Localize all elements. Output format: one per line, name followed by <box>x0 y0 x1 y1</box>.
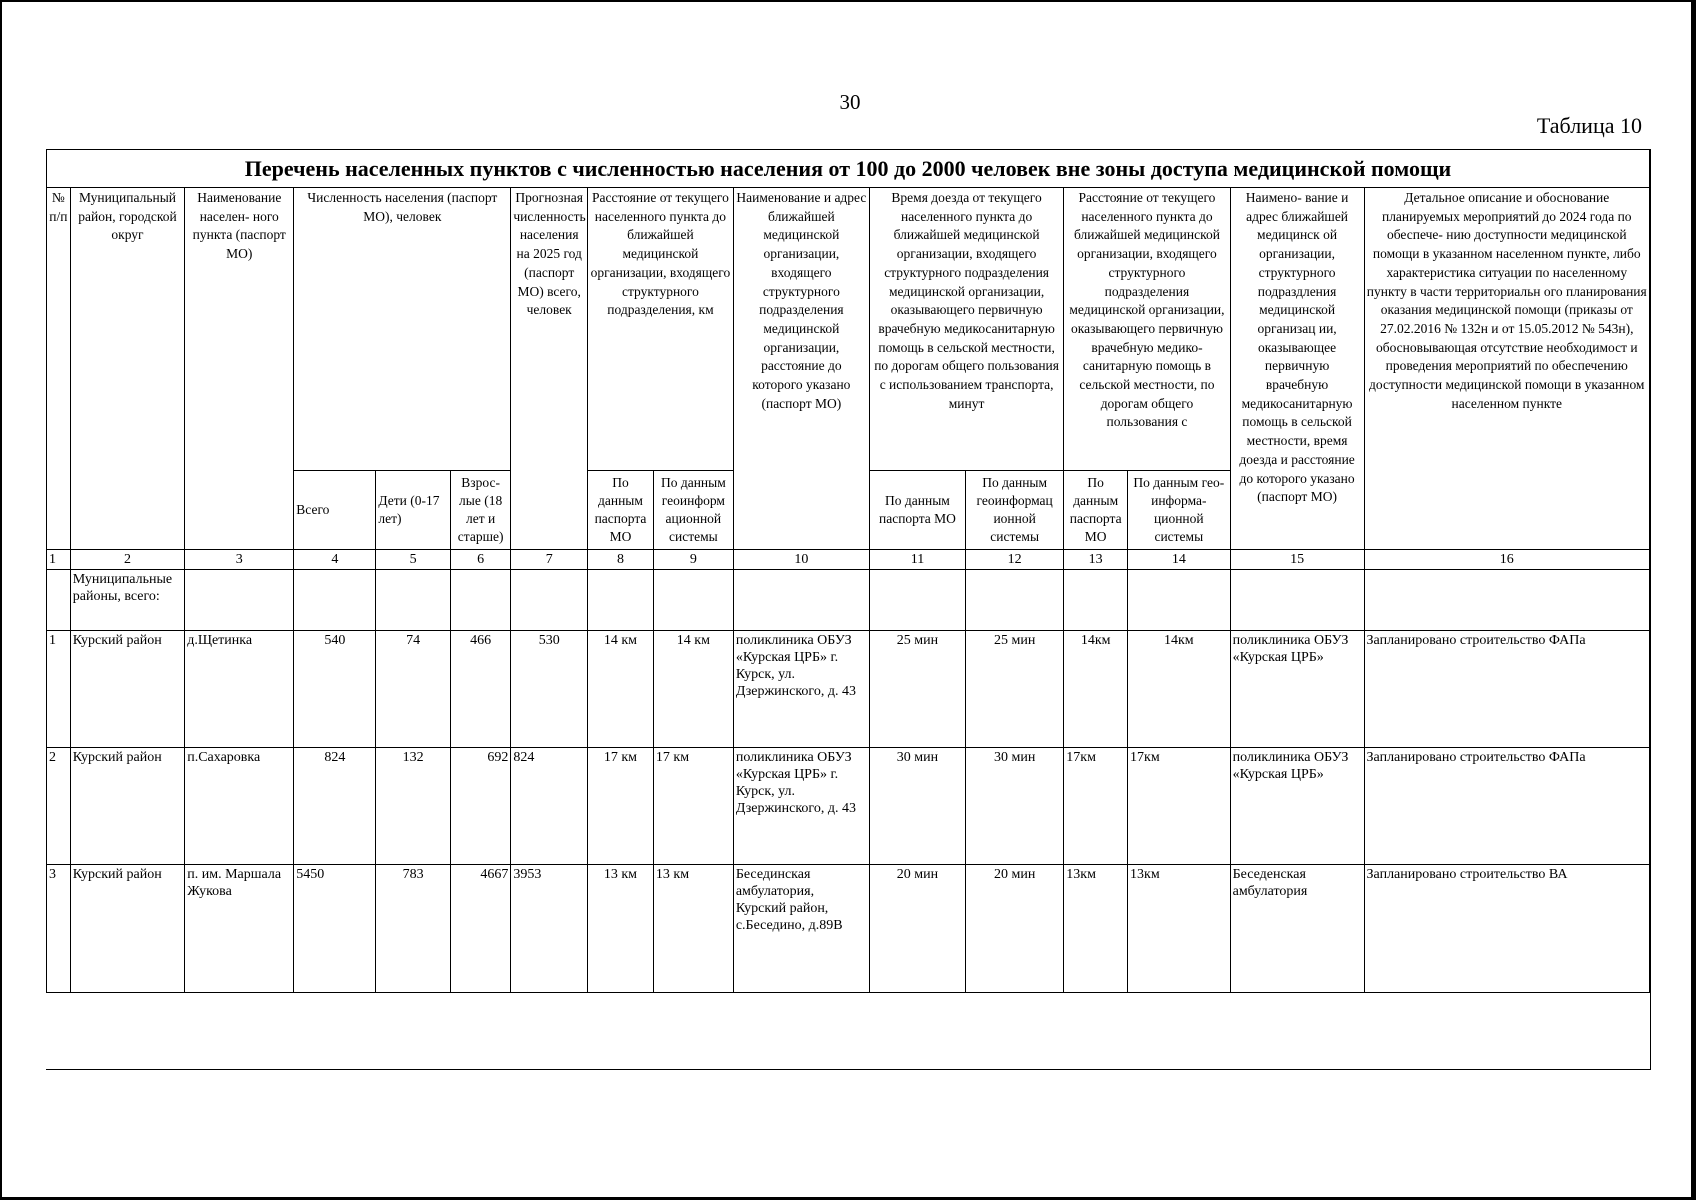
cell-plan: Запланировано строительство ВА <box>1364 865 1649 993</box>
header-dist-passport: По данным паспорта МО <box>588 471 654 550</box>
table-row <box>47 748 1650 865</box>
cell-district: Курский район <box>70 748 184 865</box>
cell-empty <box>1364 570 1649 631</box>
table-title: Перечень населенных пунктов с численностью населения от 100 до 2000 человек вне зоны доступа медицинской помощи <box>47 150 1650 188</box>
cell-adults: 4667 <box>450 865 510 993</box>
cell-time-gis: 30 мин <box>966 748 1064 865</box>
cell-dist-gis: 17 км <box>653 748 733 865</box>
cell-nearest-org-primary: поликлиника ОБУЗ «Курская ЦРБ» <box>1230 748 1364 865</box>
settlements-table <box>46 149 1650 993</box>
column-number: 5 <box>376 550 451 570</box>
column-number: 6 <box>450 550 510 570</box>
column-number: 9 <box>653 550 733 570</box>
header-district: Муниципальный район, городской округ <box>70 188 184 550</box>
cell-dist-gis: 14 км <box>653 631 733 748</box>
cell-empty <box>450 570 510 631</box>
header-number: № п/п <box>47 188 71 550</box>
cell-adults: 466 <box>450 631 510 748</box>
cell-dist-passport: 17 км <box>588 748 654 865</box>
header-forecast: Прогнозная численность населения на 2025 год (паспорт МО) всего, человек <box>511 188 588 550</box>
header-time-gis: По данным геоинформац ионной системы <box>966 471 1064 550</box>
cell-time-gis: 25 мин <box>966 631 1064 748</box>
column-number: 10 <box>733 550 869 570</box>
column-number: 14 <box>1128 550 1231 570</box>
header-distance-primary: Расстояние от текущего населенного пункта до ближайшей медицинской организации, входящего структурного подразделения медицинской организации, оказывающего первичную врачебную медико- санитарную помощь в сельской местности, по дорогам общего пользования с <box>1064 188 1230 471</box>
table-label: Таблица 10 <box>1536 113 1642 138</box>
cell-settlement: д.Щетинка <box>185 631 294 748</box>
cell-children: 132 <box>376 748 451 865</box>
column-number: 2 <box>70 550 184 570</box>
scan-border-right <box>1691 0 1696 1200</box>
cell-empty <box>376 570 451 631</box>
cell-time-passport: 25 мин <box>869 631 965 748</box>
cell-settlement: п.Сахаровка <box>185 748 294 865</box>
cell-empty <box>1230 570 1364 631</box>
cell-empty <box>588 570 654 631</box>
cell-empty <box>47 570 71 631</box>
cell-dist2-passport: 17км <box>1064 748 1128 865</box>
cell-empty <box>1128 570 1231 631</box>
header-dist2-gis: По данным гео- информа- ционной системы <box>1128 471 1231 550</box>
cell-district: Курский район <box>70 865 184 993</box>
cell-empty <box>869 570 965 631</box>
cell-forecast: 824 <box>511 748 588 865</box>
cell-number: 3 <box>47 865 71 993</box>
column-number: 4 <box>294 550 376 570</box>
header-travel-time: Время доезда от текущего населенного пункта до ближайшей медицинской организации, входящего структурного подразделения медицинской организации, оказывающего первичную врачебную медикосанитарную помощь в сельской местности, по дорогам общего пользования с использованием транспорта, минут <box>869 188 1063 471</box>
column-number: 11 <box>869 550 965 570</box>
cell-children: 783 <box>376 865 451 993</box>
header-dist2-passport: По данным паспорта МО <box>1064 471 1128 550</box>
summary-label: Муниципальные районы, всего: <box>70 570 184 631</box>
table-row <box>47 631 1650 748</box>
cell-empty <box>966 570 1064 631</box>
cell-empty <box>733 570 869 631</box>
title-row <box>47 150 1650 188</box>
header-distance: Расстояние от текущего населенного пункта до ближайшей медицинской организации, входящего структурного подразделения, км <box>588 188 734 471</box>
column-number: 13 <box>1064 550 1128 570</box>
cell-time-passport: 20 мин <box>869 865 965 993</box>
cell-forecast: 3953 <box>511 865 588 993</box>
cell-time-passport: 30 мин <box>869 748 965 865</box>
header-settlement: Наименование населен- ного пункта (паспорт МО) <box>185 188 294 550</box>
header-dist-gis: По данным геоинформ ационной системы <box>653 471 733 550</box>
cell-dist2-gis: 14км <box>1128 631 1231 748</box>
header-nearest-org: Наименование и адрес ближайшей медицинской организации, входящего структурного подразделения медицинской организации, расстояние до которого указано (паспорт МО) <box>733 188 869 550</box>
column-number: 3 <box>185 550 294 570</box>
column-number: 7 <box>511 550 588 570</box>
cell-dist2-passport: 14км <box>1064 631 1128 748</box>
column-number: 8 <box>588 550 654 570</box>
summary-row <box>47 570 1650 631</box>
cell-total: 540 <box>294 631 376 748</box>
column-number: 15 <box>1230 550 1364 570</box>
cell-number: 2 <box>47 748 71 865</box>
cell-district: Курский район <box>70 631 184 748</box>
cell-dist-passport: 13 км <box>588 865 654 993</box>
cell-empty <box>1064 570 1128 631</box>
cell-nearest-org: Бесединская амбулатория, Курский район, с.Беседино, д.89В <box>733 865 869 993</box>
cell-nearest-org-primary: Беседенская амбулатория <box>1230 865 1364 993</box>
cell-number: 1 <box>47 631 71 748</box>
column-number: 16 <box>1364 550 1649 570</box>
scan-border-left <box>0 0 2 1200</box>
header-plan-description: Детальное описание и обоснование планируемых мероприятий до 2024 года по обеспече- нию доступности медицинской помощи в указанном населенном пункте, либо характеристика ситуации по населенному пункту в части территориальн ого планирования оказания медицинской помощи (приказы от 27.02.2016 № 132н и от 15.05.2012 № 543н), обосновывающая отсутствие необходимост и проведения мероприятий по обеспечению доступности медицинской помощи в указанном населенном пункте <box>1364 188 1649 550</box>
header-adults: Взрос- лые (18 лет и старше) <box>450 471 510 550</box>
cell-adults: 692 <box>450 748 510 865</box>
cell-nearest-org-primary: поликлиника ОБУЗ «Курская ЦРБ» <box>1230 631 1364 748</box>
header-row-1 <box>47 188 1650 471</box>
cell-settlement: п. им. Маршала Жукова <box>185 865 294 993</box>
cell-plan: Запланировано строительство ФАПа <box>1364 631 1649 748</box>
header-time-passport: По данным паспорта МО <box>869 471 965 550</box>
cell-total: 824 <box>294 748 376 865</box>
cell-empty <box>511 570 588 631</box>
cell-plan: Запланировано строительство ФАПа <box>1364 748 1649 865</box>
cell-dist-gis: 13 км <box>653 865 733 993</box>
cell-dist2-gis: 17км <box>1128 748 1231 865</box>
cell-total: 5450 <box>294 865 376 993</box>
header-total: Всего <box>294 471 376 550</box>
column-number-row <box>47 550 1650 570</box>
header-nearest-org-primary: Наимено- вание и адрес ближайшей медицинск ой организации, структурного подраздления медицинской организац ии, оказывающее первичную врачебную медикосанитарную помощь в сельской местности, время доезда и расстояние до которого указано (паспорт МО) <box>1230 188 1364 550</box>
cell-children: 74 <box>376 631 451 748</box>
cell-empty <box>294 570 376 631</box>
cell-empty <box>653 570 733 631</box>
cell-dist2-passport: 13км <box>1064 865 1128 993</box>
table-row <box>47 865 1650 993</box>
cell-dist2-gis: 13км <box>1128 865 1231 993</box>
cell-dist-passport: 14 км <box>588 631 654 748</box>
cell-nearest-org: поликлиника ОБУЗ «Курская ЦРБ» г. Курск, ул. Дзержинского, д. 43 <box>733 631 869 748</box>
scan-border-top <box>0 0 1696 2</box>
column-number: 1 <box>47 550 71 570</box>
cell-empty <box>185 570 294 631</box>
header-children: Дети (0-17 лет) <box>376 471 451 550</box>
header-population: Численность населения (паспорт МО), человек <box>294 188 511 471</box>
cell-forecast: 530 <box>511 631 588 748</box>
column-number: 12 <box>966 550 1064 570</box>
cell-nearest-org: поликлиника ОБУЗ «Курская ЦРБ» г. Курск, ул. Дзержинского, д. 43 <box>733 748 869 865</box>
cell-time-gis: 20 мин <box>966 865 1064 993</box>
page-number: 30 <box>839 90 861 114</box>
